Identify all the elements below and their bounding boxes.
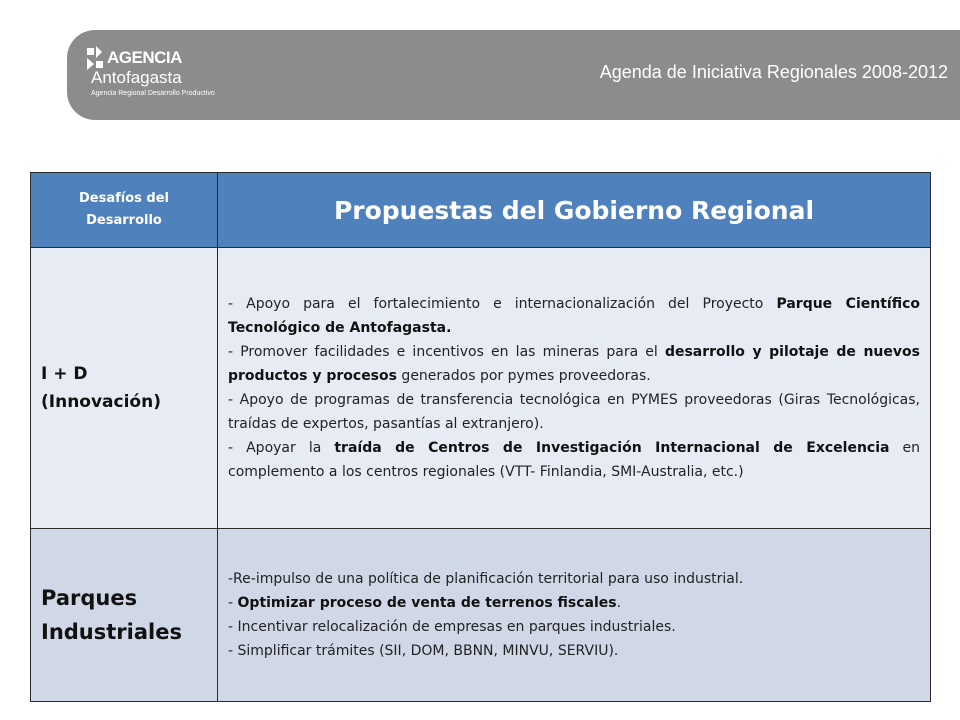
category-label: I + D bbox=[41, 364, 88, 384]
proposal-item: -Re-impulso de una política de planificación territorial para uso industrial. bbox=[228, 571, 744, 587]
header-left-line: Desarrollo bbox=[86, 213, 162, 228]
table-row bbox=[31, 529, 931, 702]
logo-city: Antofagasta bbox=[91, 68, 182, 87]
category-cell bbox=[31, 248, 218, 529]
proposal-item: - Promover facilidades e incentivos en las mineras para el desarrollo y pilotaje de nuevos productos y procesos generados por pymes proveedoras. bbox=[228, 344, 920, 384]
category-label: Parques bbox=[41, 586, 138, 610]
agency-logo bbox=[85, 44, 255, 108]
column-header-proposals: Propuestas del Gobierno Regional bbox=[218, 173, 931, 248]
table-row bbox=[31, 248, 931, 529]
category-label: (Innovación) bbox=[41, 392, 161, 412]
proposal-item: - Apoyar la traída de Centros de Investigación Internacional de Excelencia en complemento a los centros regionales (VTT- Finlandia, SMI-Australia, etc.) bbox=[228, 440, 921, 480]
proposals-cell bbox=[218, 248, 931, 529]
proposals-cell bbox=[218, 529, 931, 702]
proposal-item: - Apoyo de programas de transferencia tecnológica en PYMES proveedoras (Giras Tecnológicas, traídas de expertos, pasantías al extranjero). bbox=[228, 392, 920, 432]
header-banner bbox=[67, 30, 960, 120]
proposal-item: - Simplificar trámites (SII, DOM, BBNN, MINVU, SERVIU). bbox=[228, 643, 619, 659]
proposal-item: - Apoyo para el fortalecimiento e internacionalización del Proyecto Parque Científico Tecnológico de Antofagasta. bbox=[228, 296, 920, 336]
proposal-item: - Incentivar relocalización de empresas en parques industriales. bbox=[228, 619, 676, 635]
page-title: Agenda de Iniciativa Regionales 2008-2012 bbox=[599, 62, 948, 82]
table-header-row bbox=[31, 173, 931, 248]
logo-brand: AGENCIA bbox=[107, 48, 182, 67]
proposal-item: - Optimizar proceso de venta de terrenos fiscales. bbox=[228, 595, 622, 611]
logo-subtitle: Agencia Regional Desarrollo Productivo bbox=[91, 90, 215, 97]
proposals-table bbox=[30, 172, 931, 702]
category-label: Industriales bbox=[41, 620, 182, 644]
column-header-challenges bbox=[31, 173, 218, 248]
header-left-line: Desafíos del bbox=[78, 191, 169, 206]
category-cell bbox=[31, 529, 218, 702]
